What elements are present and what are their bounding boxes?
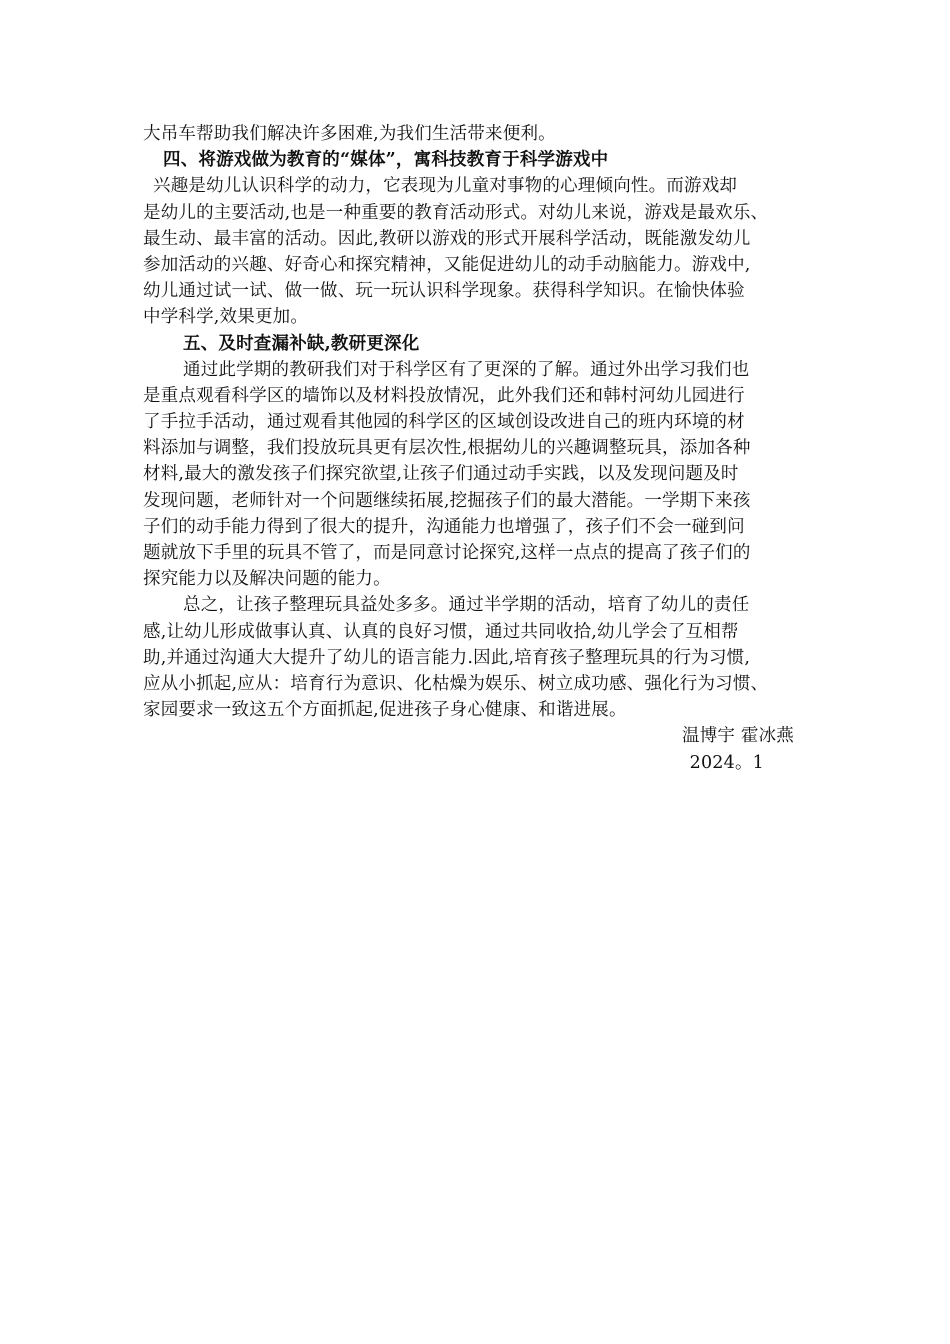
conclusion-line: 总之，让孩子整理玩具益处多多。通过半学期的活动，培育了幼儿的责任 bbox=[183, 595, 750, 616]
signature-date: 2024。1 bbox=[689, 752, 764, 773]
paragraph-5-line: 探究能力以及解决问题的能力。 bbox=[143, 569, 391, 590]
conclusion-line: 应从小抓起,应从：培育行为意识、化枯燥为娱乐、树立成功感、强化行为习惯、 bbox=[143, 673, 769, 694]
section-heading-5: 五、及时查漏补缺,教研更深化 bbox=[183, 333, 420, 354]
conclusion-line: 家园要求一致这五个方面抓起,促进孩子身心健康、和谐进展。 bbox=[143, 700, 627, 721]
paragraph-5-line: 是重点观看科学区的墙饰以及材料投放情况，此外我们还和韩村河幼儿园进行 bbox=[143, 385, 745, 406]
document-page bbox=[143, 121, 808, 776]
conclusion-line: 助,并通过沟通大大提升了幼儿的语言能力.因此,培育孩子整理玩具的行为习惯, bbox=[143, 647, 751, 668]
paragraph-5-line: 通过此学期的教研我们对于科学区有了更深的了解。通过外出学习我们也 bbox=[183, 359, 750, 380]
paragraph-5-line: 材料,最大的激发孩子们探究欲望,让孩子们通过动手实践，以及发现问题及时 bbox=[143, 464, 739, 485]
paragraph-4-line: 是幼儿的主要活动,也是一种重要的教育活动形式。对幼儿来说，游戏是最欢乐、 bbox=[143, 202, 769, 223]
paragraph-5-line: 发现问题，老师针对一个问题继续拓展,挖掘孩子们的最大潜能。一学期下来孩 bbox=[143, 490, 751, 511]
paragraph-5-line: 料添加与调整，我们投放玩具更有层次性,根据幼儿的兴趣调整玩具，添加各种 bbox=[143, 438, 751, 459]
paragraph-4-line: 参加活动的兴趣、好奇心和探究精神，又能促进幼儿的动手动脑能力。游戏中, bbox=[143, 254, 751, 275]
paragraph-4-line: 中学科学,效果更加。 bbox=[143, 307, 309, 328]
paragraph-4-line: 幼儿通过试一试、做一做、玩一玩认识科学现象。获得科学知识。在愉快体验 bbox=[143, 281, 745, 302]
paragraph-5-line: 了手拉手活动，通过观看其他园的科学区的区域创设改进自己的班内环境的材 bbox=[143, 412, 745, 433]
paragraph-4-line: 最生动、最丰富的活动。因此,教研以游戏的形式开展科学活动，既能激发幼儿 bbox=[143, 228, 751, 249]
paragraph-4-line: 兴趣是幼儿认识科学的动力，它表现为儿童对事物的心理倾向性。而游戏却 bbox=[153, 176, 738, 197]
paragraph-5-line: 题就放下手里的玩具不管了，而是同意讨论探究,这样一点点的提高了孩子们的 bbox=[143, 543, 751, 563]
paragraph-5-line: 子们的动手能力得到了很大的提升，沟通能力也增强了，孩子们不会一碰到问 bbox=[143, 516, 745, 537]
conclusion-line: 感,让幼儿形成做事认真、认真的良好习惯，通过共同收拾,幼儿学会了互相帮 bbox=[143, 621, 739, 642]
section-heading-4: 四、将游戏做为教育的“媒体”，寓科技教育于科学游戏中 bbox=[163, 150, 609, 171]
signature-names: 温博宇 霍冰燕 bbox=[682, 726, 794, 747]
body-line: 大吊车帮助我们解决许多困难,为我们生活带来便利。 bbox=[143, 124, 556, 144]
